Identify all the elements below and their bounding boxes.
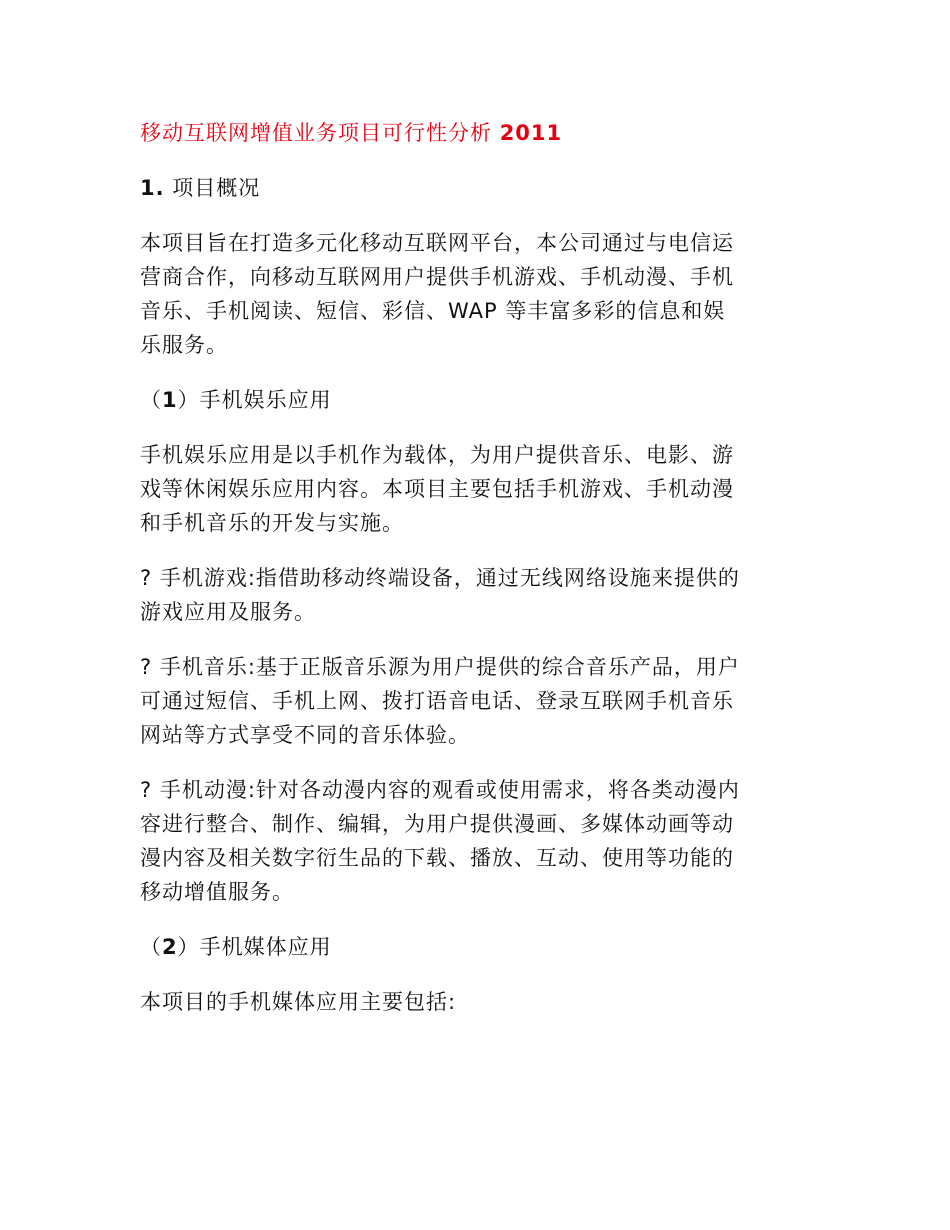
text-line: ? 手机音乐:基于正版音乐源为用户提供的综合音乐产品，用户 [140, 655, 740, 679]
text-line: 可通过短信、手机上网、拨打语音电话、登录互联网手机音乐 [140, 689, 734, 713]
section-label: 项目概况 [164, 176, 261, 200]
subsection-label: ）手机娱乐应用 [177, 388, 332, 412]
subsection-heading-1 [140, 383, 812, 417]
text-line: 营商合作，向移动互联网用户提供手机游戏、手机动漫、手机 [140, 265, 734, 289]
text-line: 乐服务。 [140, 333, 228, 357]
subsection-heading-2 [140, 930, 812, 964]
subsection-open: （ [140, 935, 162, 959]
paragraph-overview [140, 226, 812, 362]
subsection-number: 2 [162, 935, 178, 959]
subsection-number: 1 [162, 388, 178, 412]
text-line: 网站等方式享受不同的音乐体验。 [140, 723, 470, 747]
bullet-mobile-games [140, 561, 812, 629]
text-line: 漫内容及相关数字衍生品的下载、播放、互动、使用等功能的 [140, 846, 734, 870]
section-heading-1 [140, 171, 812, 205]
text-line: 游戏应用及服务。 [140, 600, 316, 624]
subsection-open: （ [140, 388, 162, 412]
text-line: 和手机音乐的开发与实施。 [140, 511, 404, 535]
text-line: 容进行整合、制作、编辑，为用户提供漫画、多媒体动画等动 [140, 812, 734, 836]
section-number: 1. [140, 176, 165, 200]
bullet-mobile-music [140, 650, 812, 752]
text-line: ? 手机动漫:针对各动漫内容的观看或使用需求，将各类动漫内 [140, 778, 740, 802]
text-line: 本项目旨在打造多元化移动互联网平台，本公司通过与电信运 [140, 231, 734, 255]
document-title-year: 2011 [499, 121, 563, 145]
text-line: 本项目的手机媒体应用主要包括: [140, 990, 457, 1014]
bullet-mobile-animation [140, 773, 812, 909]
text-line: 移动增值服务。 [140, 880, 294, 904]
document-title-main: 移动互联网增值业务项目可行性分析 [140, 121, 500, 145]
paragraph-media [140, 985, 812, 1019]
text-line: 音乐、手机阅读、短信、彩信、WAP 等丰富多彩的信息和娱 [140, 299, 726, 323]
document-title [140, 116, 812, 150]
paragraph-entertainment [140, 438, 812, 540]
text-line: ? 手机游戏:指借助移动终端设备，通过无线网络设施来提供的 [140, 566, 740, 590]
text-line: 手机娱乐应用是以手机作为载体，为用户提供音乐、电影、游 [140, 443, 734, 467]
subsection-label: ）手机媒体应用 [177, 935, 332, 959]
document-body [140, 116, 812, 1040]
text-line: 戏等休闲娱乐应用内容。本项目主要包括手机游戏、手机动漫 [140, 477, 734, 501]
